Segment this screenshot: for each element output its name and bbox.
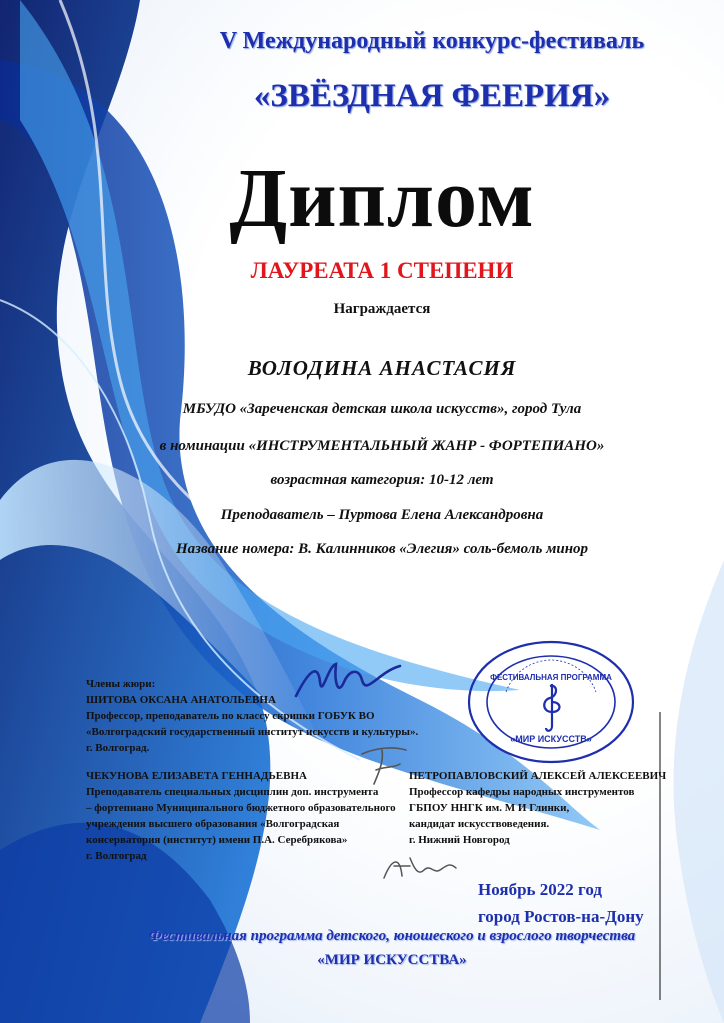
jury-1-title: Профессор, преподаватель по классу скрипки ГОБУК ВО xyxy=(86,710,375,722)
date-city: город Ростов-на-Дону xyxy=(478,907,644,926)
piece-line: Название номера: В. Калинников «Элегия» соль-бемоль минор xyxy=(175,541,589,557)
diploma-title: Диплом xyxy=(229,152,535,245)
date-month: Ноябрь 2022 год xyxy=(478,880,602,899)
jury-member-2 xyxy=(86,768,396,864)
school-line: МБУДО «Зареченская детская школа искусств», город Тула xyxy=(182,401,582,417)
signature-2 xyxy=(356,740,416,790)
footer-program: Фестивальная программа детского, юношеского и взрослого творчества xyxy=(148,928,636,944)
jury-2-line-3: учреждения высшего образования «Волгоградская xyxy=(86,818,340,830)
seal-ring-text: ФЕСТИВАЛЬНАЯ ПРОГРАММА xyxy=(490,673,612,682)
jury-3-line-1: Профессор кафедры народных инструментов xyxy=(409,786,635,798)
festival-subtitle: V Международный конкурс-фестиваль xyxy=(219,28,645,54)
nomination-line: в номинации «ИНСТРУМЕНТАЛЬНЫЙ ЖАНР - ФОРТЕПИАНО» xyxy=(159,438,605,454)
festival-seal xyxy=(466,640,636,765)
jury-3-city: г. Нижний Новгород xyxy=(409,834,510,846)
jury-2-line-4: консерватория (институт) имени П.А. Серебрякова» xyxy=(86,834,348,846)
jury-1-city: г. Волгоград. xyxy=(86,742,150,754)
age-category-line: возрастная категория: 10-12 лет xyxy=(270,472,494,488)
awarded-label: Награждается xyxy=(333,301,431,317)
footer-program-name: «МИР ИСКУССТВА» xyxy=(317,952,467,968)
jury-2-city: г. Волгоград xyxy=(86,850,147,862)
jury-2-line-1: Преподаватель специальных дисциплин доп. инструмента xyxy=(86,786,379,798)
jury-3-name: ПЕТРОПАВЛОВСКИЙ АЛЕКСЕЙ АЛЕКСЕЕВИЧ xyxy=(409,770,667,782)
jury-1-institution: «Волгоградский государственный институт искусств и культуры». xyxy=(86,726,419,738)
jury-2-line-2: – фортепиано Муниципального бюджетного образовательного xyxy=(86,802,396,814)
jury-3-line-2: ГБПОУ ННГК им. М И Глинки, xyxy=(409,802,570,814)
jury-3-line-3: кандидат искусствоведения. xyxy=(409,818,550,830)
jury-heading: Члены жюри: xyxy=(86,678,156,690)
date-block xyxy=(478,876,644,930)
jury-1-name: ШИТОВА ОКСАНА АНАТОЛЬЕВНА xyxy=(86,694,276,706)
signature-1 xyxy=(288,652,408,712)
teacher-line: Преподаватель – Пуртова Елена Александровна xyxy=(220,507,544,523)
signature-3 xyxy=(380,848,460,888)
laureate-degree: ЛАУРЕАТА 1 СТЕПЕНИ xyxy=(250,258,514,283)
jury-2-name: ЧЕКУНОВА ЕЛИЗАВЕТА ГЕННАДЬЕВНА xyxy=(86,770,307,782)
jury-member-3 xyxy=(409,768,666,848)
seal-center-text: «МИР ИСКУССТВ» xyxy=(510,734,592,744)
festival-name: «ЗВЁЗДНАЯ ФЕЕРИЯ» xyxy=(253,78,611,114)
recipient-name: ВОЛОДИНА АНАСТАСИЯ xyxy=(247,356,517,380)
